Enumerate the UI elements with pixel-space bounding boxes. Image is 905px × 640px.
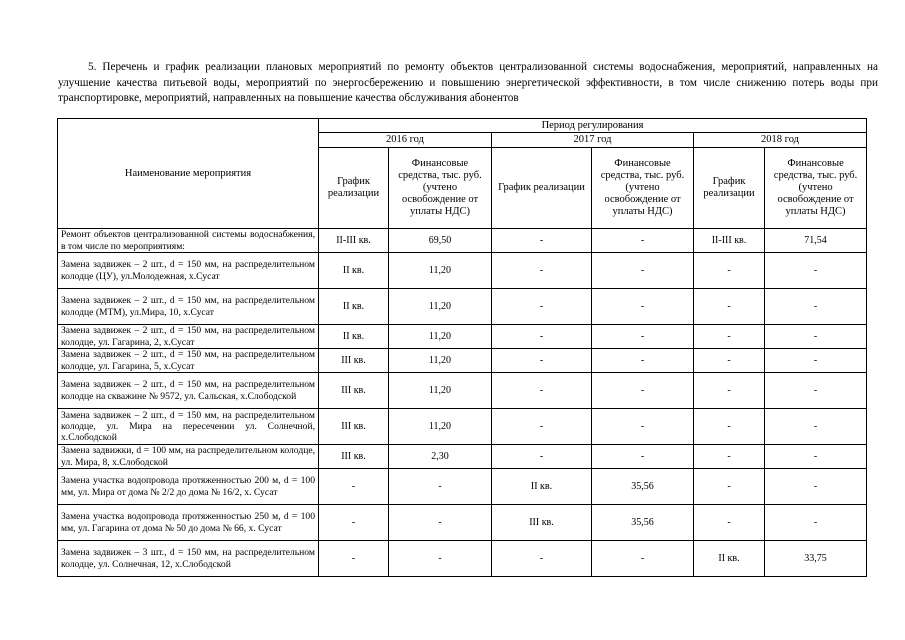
schedule-cell: II кв. [319, 325, 389, 349]
schedule-cell: - [492, 445, 592, 469]
schedule-cell: - [492, 289, 592, 325]
finance-cell: 11,20 [389, 349, 492, 373]
table-row [58, 325, 867, 349]
table-row [58, 505, 867, 541]
table-row [58, 373, 867, 409]
finance-cell: - [592, 229, 694, 253]
schedule-cell: II кв. [694, 541, 765, 577]
section-heading: 5. Перечень и график реализации плановых мероприятий по ремонту объектов централизованной системы водоснабжения, мероприятий, направленных на улучшение качества питьевой воды, мероприятий по энергосбережению и повышению энергетической эффективности, в том числе снижению потерь воды при транспортировке, мероприятий, направленных на повышение качества обслуживания абонентов [58, 61, 878, 104]
header-year-2016: 2016 год [319, 133, 492, 148]
finance-cell: 33,75 [765, 541, 867, 577]
finance-cell: 35,56 [592, 505, 694, 541]
schedule-cell: III кв. [319, 445, 389, 469]
table-row [58, 409, 867, 445]
measure-name: Замена задвижек – 2 шт., d = 150 мм, на распределительном колодце на скважине № 9572, ул. Сальская, х.Слободской [58, 373, 319, 409]
schedule-cell: - [694, 373, 765, 409]
schedule-cell: - [694, 289, 765, 325]
finance-cell: - [765, 445, 867, 469]
header-finance: Финансовые средства, тыс. руб. (учтено освобождение от уплаты НДС) [765, 148, 867, 229]
schedule-cell: - [492, 541, 592, 577]
header-schedule: График реализации [492, 148, 592, 229]
finance-cell: 11,20 [389, 289, 492, 325]
measure-name: Замена задвижек – 2 шт., d = 150 мм, на распределительном колодце, ул. Мира на пересечении ул. Солнечной, х.Слободской [58, 409, 319, 445]
measure-name: Замена участка водопровода протяженностью 250 м, d = 100 мм, ул. Гагарина от дома № 50 до дома № 66, х. Сусат [58, 505, 319, 541]
header-period: Период регулирования [319, 119, 867, 133]
measure-name: Замена задвижек – 3 шт., d = 150 мм, на распределительном колодце, ул. Солнечная, 12, х.Слободской [58, 541, 319, 577]
schedule-cell: III кв. [319, 373, 389, 409]
schedule-cell: - [492, 229, 592, 253]
finance-cell: - [592, 445, 694, 469]
finance-cell: - [765, 505, 867, 541]
header-year-2017: 2017 год [492, 133, 694, 148]
schedule-cell: - [694, 325, 765, 349]
header-year-2018: 2018 год [694, 133, 867, 148]
schedule-cell: - [492, 325, 592, 349]
measure-name: Замена задвижки, d = 100 мм, на распределительном колодце, ул. Мира, 8, х.Слободской [58, 445, 319, 469]
finance-cell: 11,20 [389, 325, 492, 349]
finance-cell: - [765, 469, 867, 505]
schedule-cell: III кв. [319, 409, 389, 445]
finance-cell: - [765, 325, 867, 349]
measure-name: Замена задвижек – 2 шт., d = 150 мм, на распределительном колодце, ул. Гагарина, 5, х.Сусат [58, 349, 319, 373]
finance-cell: - [592, 325, 694, 349]
table-row [58, 541, 867, 577]
finance-cell: 69,50 [389, 229, 492, 253]
header-finance: Финансовые средства, тыс. руб. (учтено освобождение от уплаты НДС) [389, 148, 492, 229]
finance-cell: - [765, 373, 867, 409]
finance-cell: 2,30 [389, 445, 492, 469]
finance-cell: 11,20 [389, 409, 492, 445]
finance-cell: - [389, 541, 492, 577]
finance-cell: 11,20 [389, 373, 492, 409]
schedule-cell: - [319, 505, 389, 541]
schedule-cell: - [492, 373, 592, 409]
table-row [58, 229, 867, 253]
table-row [58, 445, 867, 469]
table-row [58, 349, 867, 373]
finance-cell: 35,56 [592, 469, 694, 505]
schedule-cell: - [694, 253, 765, 289]
measure-name: Ремонт объектов централизованной системы водоснабжения, в том числе по мероприятиям: [58, 229, 319, 253]
schedule-cell: - [694, 409, 765, 445]
table-row [58, 253, 867, 289]
finance-cell: - [389, 469, 492, 505]
schedule-cell: - [694, 505, 765, 541]
finance-cell: 11,20 [389, 253, 492, 289]
finance-cell: - [389, 505, 492, 541]
finance-cell: - [592, 409, 694, 445]
schedule-cell: - [492, 349, 592, 373]
schedule-cell: - [319, 541, 389, 577]
header-schedule: График реализации [319, 148, 389, 229]
header-finance: Финансовые средства, тыс. руб. (учтено освобождение от уплаты НДС) [592, 148, 694, 229]
measure-name: Замена задвижек – 2 шт., d = 150 мм, на распределительном колодце (ЦУ), ул.Молодежная, х.Сусат [58, 253, 319, 289]
table-row [58, 469, 867, 505]
schedule-cell: III кв. [492, 505, 592, 541]
schedule-cell: II кв. [319, 253, 389, 289]
header-name: Наименование мероприятия [58, 119, 319, 229]
measures-table [57, 118, 867, 577]
schedule-cell: II-III кв. [694, 229, 765, 253]
schedule-cell: II кв. [319, 289, 389, 325]
schedule-cell: III кв. [319, 349, 389, 373]
finance-cell: - [592, 349, 694, 373]
finance-cell: - [765, 289, 867, 325]
schedule-cell: II кв. [492, 469, 592, 505]
measure-name: Замена задвижек – 2 шт., d = 150 мм, на распределительном колодце (МТМ), ул.Мира, 10, х.Сусат [58, 289, 319, 325]
schedule-cell: - [694, 349, 765, 373]
schedule-cell: - [492, 253, 592, 289]
schedule-cell: - [694, 445, 765, 469]
schedule-cell: - [319, 469, 389, 505]
schedule-cell: II-III кв. [319, 229, 389, 253]
table-row [58, 289, 867, 325]
finance-cell: - [592, 289, 694, 325]
header-schedule: График реализации [694, 148, 765, 229]
finance-cell: - [765, 409, 867, 445]
schedule-cell: - [694, 469, 765, 505]
finance-cell: - [592, 541, 694, 577]
finance-cell: 71,54 [765, 229, 867, 253]
table-body [58, 229, 867, 577]
finance-cell: - [765, 253, 867, 289]
finance-cell: - [592, 373, 694, 409]
measure-name: Замена участка водопровода протяженностью 200 м, d = 100 мм, ул. Мира от дома № 2/2 до дома № 16/2, х. Сусат [58, 469, 319, 505]
finance-cell: - [592, 253, 694, 289]
finance-cell: - [765, 349, 867, 373]
schedule-cell: - [492, 409, 592, 445]
measure-name: Замена задвижек – 2 шт., d = 150 мм, на распределительном колодце, ул. Гагарина, 2, х.Сусат [58, 325, 319, 349]
